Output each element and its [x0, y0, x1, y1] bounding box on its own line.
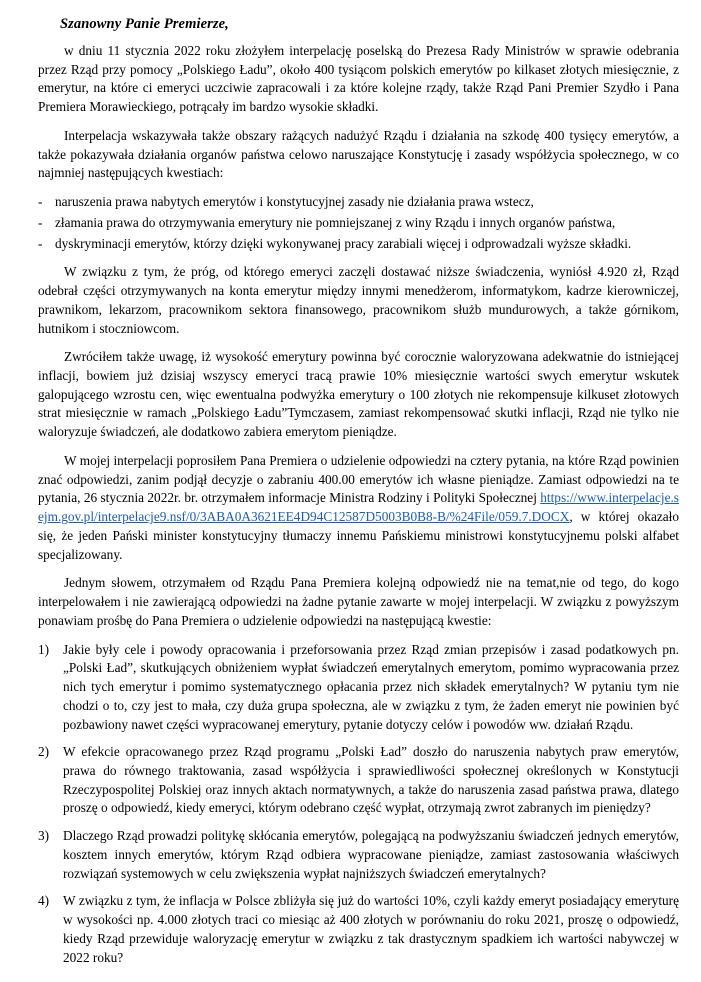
dash-marker: -: [38, 235, 43, 251]
paragraph-3: W związku z tym, że próg, od którego emeryci zaczęli dostawać niższe świadczenia, wyniósł 4.920 zł, Rząd odebrał części otrzymywanych na konta emerytur między innymi menedżerom, informatykom, kadrze kierowniczej, prawnikom, lekarzom, pracownikom sektora finansowego, pracownikom służb mundurowych, a także górnikom, hutnikom i stoczniowcom.: [38, 264, 679, 336]
list-item-text: Jakie były cele i powody opracowania i przeforsowania przez Rząd zmian przepisów i zasad podatkowych pn. „Polski Ład”, skutkujących obniżeniem wypłat świadczeń emerytalnych emerytom, pomimo wypracowania przez nich tych emerytur i pomimo systematycznego opłacania przez nich składek emerytalnych? W pytaniu tym nie chodzi o to, czy jest to mała, czy duża grupa społeczna, ale w związku z tym, że żaden emeryt nie powinien być pozbawiony nawet części wypracowanej emerytury, pytanie dotyczy celów i powodów ww. działań Rządu.: [63, 641, 679, 732]
item-number: 3): [38, 828, 50, 844]
list-item-text: złamania prawa do otrzymywania emerytury nie pomniejszanej z winy Rządu i innych organów państwa,: [55, 214, 616, 230]
list-item: [38, 193, 679, 212]
list-item-text: dyskryminacji emerytów, którzy dzięki wykonywanej pracy zarabiali więcej i odprowadzali wyższe składki.: [55, 235, 632, 251]
item-number: 4): [38, 893, 50, 909]
paragraph-1: w dniu 11 stycznia 2022 roku złożyłem interpelację poselską do Prezesa Rady Ministrów w sprawie odebrania przez Rząd przy pomocy „Polskiego Ładu”, około 400 tysiącom polskich emerytów po kilkaset złotych miesięcznie, z emerytur, na które ci emeryci uczciwie zapracowali i za które kolejne rządy, także Rząd Pani Premier Szydło i Pana Premiera Morawieckiego, potrącały im bardzo wysokie składki.: [38, 43, 679, 115]
violations-list: [38, 193, 679, 253]
item-number: 2): [38, 744, 50, 760]
list-item-text: W związku z tym, że inflacja w Polsce zbliżyła się już do wartości 10%, czyli każdy emeryt posiadający emeryturę w wysokości np. 4.000 złotych traci co miesiąc aż 400 złotych w porównaniu do roku 2021, proszę o odpowiedź, kiedy Rząd przewiduje waloryzację emerytur w związku z tak drastycznym spadkiem ich wartości nabywczej w 2022 roku?: [63, 893, 679, 965]
paragraph-with-link: [38, 452, 679, 564]
list-item: [38, 641, 679, 735]
interpellation-reply-link[interactable]: https://www.interpelacje.sejm.gov.pl/interpelacje9.nsf/0/3ABA0A3621EE4D94C12587D5003B0B8-B/%24File/059.7.DOCX: [38, 490, 679, 525]
paragraph-4: Zwróciłem także uwagę, iż wysokość emerytury powinna być corocznie waloryzowana adekwatnie do istniejącej inflacji, bowiem już dzisiaj wszyscy emeryci tracą prawie 10% miesięcznie wartości swych emerytur wskutek galopującego wzrostu cen, więc ewentualna podwyżka emerytury o 100 złotych nie rekompensuje kilkuset złotowych strat miesięcznie w ramach „Polskiego Ładu”Tymczasem, zamiast rekompensować skutki inflacji, Rząd nie tylko nie waloryzuje świadczeń, ale dodatkowo zabiera emerytom pieniądze.: [38, 349, 679, 440]
paragraph-5: Jednym słowem, otrzymałem od Rządu Pana Premiera kolejną odpowiedź nie na temat,nie od tego, do kogo interpelowałem i nie zawierającą odpowiedzi na żadne pytanie zawarte w mojej interpelacji. W związku z powyższym ponawiam prośbę do Pana Premiera o udzielenie odpowiedzi na następującą kwestie:: [38, 575, 679, 628]
list-item: [38, 743, 679, 818]
list-item-text: W efekcie opracowanego przez Rząd programu „Polski Ład” doszło do naruszenia nabytych praw emerytów, prawa do równego traktowania, zasad współżycia i sprawiedliwości społecznej określonych w Konstytucji Rzeczypospolitej Polskiej oraz innych aktach normatywnych, a także do naruszenia zasad państwa prawa, dlatego proszę o odpowiedź, kiedy emeryci, którym odebrano część wypłat, otrzymają zwrot zabranych im pieniędzy?: [63, 744, 679, 816]
list-item: [38, 235, 679, 254]
list-item: [38, 827, 679, 883]
list-item: [38, 892, 679, 967]
list-item-text: naruszenia prawa nabytych emerytów i konstytucyjnej zasady nie działania prawa wstecz,: [55, 194, 534, 210]
paragraph-link-before: W mojej interpelacji poprosiłem Pana Premiera o udzielenie odpowiedzi na cztery pytania, na które Rząd powinien znać odpowiedzi, zanim podjął decyzje o zabraniu 400.00 emerytów ich własne pieniądze. Zamiast odpowiedzi na te pytania, 26 stycznia 2022r. br. otrzymałem informacje Ministra Rodziny i Polityki Społecznej: [38, 452, 679, 506]
salutation: Szanowny Panie Premierze,: [60, 16, 229, 32]
list-item: [38, 214, 679, 233]
dash-marker: -: [38, 214, 43, 230]
paragraph-2: Interpelacja wskazywała także obszary rażących nadużyć Rządu i działania na szkodę 400 tysięcy emerytów, a także pokazywała działania organów państwa celowo naruszające Konstytucję i zasady współżycia społecznego, w co najmniej następujących kwestiach:: [38, 127, 679, 181]
item-number: 1): [38, 641, 50, 657]
list-item-text: Dlaczego Rząd prowadzi politykę skłócania emerytów, polegającą na podwyższaniu świadczeń jednych emerytów, kosztem innych emerytów, którym Rząd odbiera wypracowane pieniądze, zamiast zastosowania właściwych rozwiązań systemowych w celu zwiększenia wypłat najniższych świadczeń emerytalnych?: [63, 828, 679, 881]
paragraph-link-after: , w której okazało się, że jeden Pański minister konstytucyjny tłumaczy innemu Pańskiemu ministrowi konstytucyjnemu polski alfabet specjalizowany.: [38, 509, 679, 562]
questions-list: [38, 641, 679, 968]
dash-marker: -: [38, 194, 43, 210]
